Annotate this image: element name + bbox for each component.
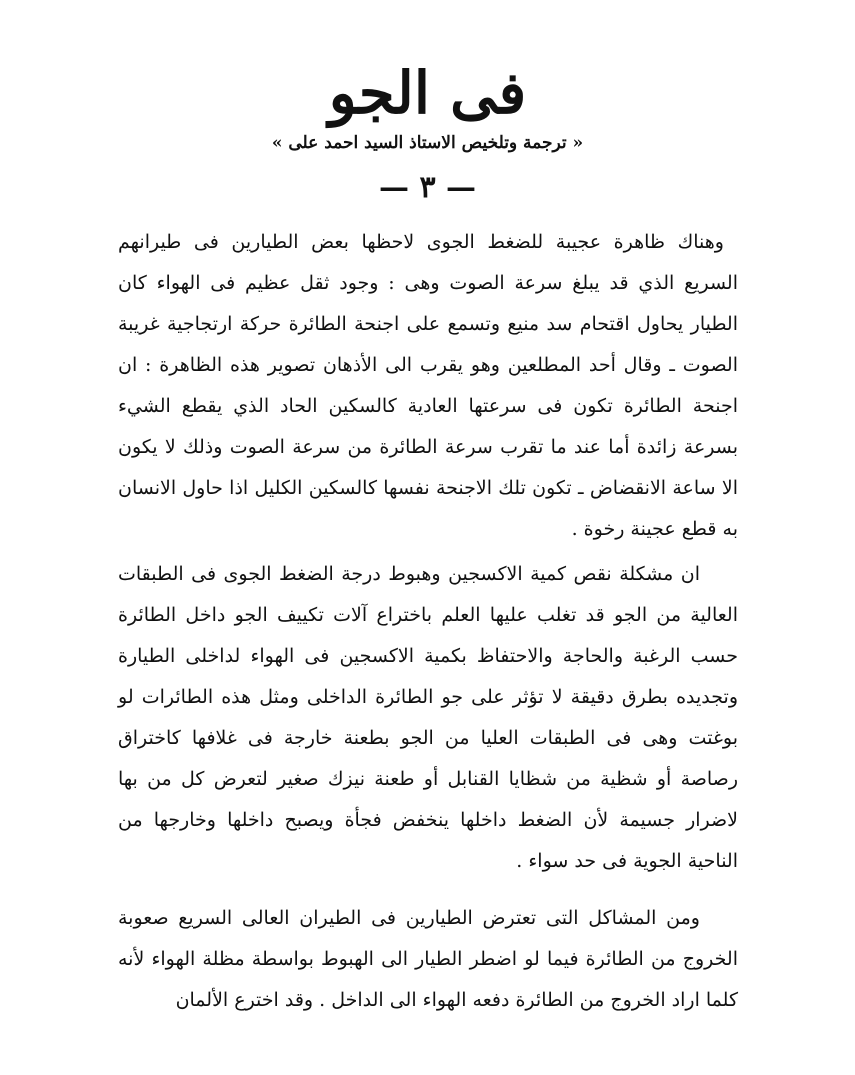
paragraph-oxygen-pressure: ان مشكلة نقص كمية الاكسجين وهبوط درجة الضغط الجوى فى الطبقات العالية من الجو قد تغلب عليها العلم باختراع آلات تكييف الجو داخل الطائرة حسب الرغبة والحاجة والاحتفاظ بكمية الاكسجين فى الهواء لداخلى الطيارة وتجديده بطرق دقيقة لا تؤثر على جو الطائرة الداخلى ومثل هذه الطائرات لو بوغتت وهى فى الطبقات العليا من الجو بطعنة خارجة فى غلافها كاختراق رصاصة أو شظية من شظايا القنابل أو طعنة نيزك صغير لتعرض كل من بها لاضرار جسيمة لأن الضغط داخلها ينخفض فجأة ويصبح داخلها وخارجها من الناحية الجوية فى حد سواء . <box>118 563 738 872</box>
paragraph-bailout: ومن المشاكل التى تعترض الطيارين فى الطيران العالى السريع صعوبة الخروج من الطائرة فيما لو اضطر الطيار الى الهبوط بواسطة مظلة الهواء لأنه كلما اراد الخروج من الطائرة دفعه الهواء الى الداخل . وقد اخترع الألمان <box>118 907 738 1011</box>
part-number: — ٣ — <box>378 170 477 205</box>
translator-credit: « ترجمة وتلخيص الاستاذ السيد احمد على » <box>271 133 584 153</box>
article-title: فى الجو <box>328 59 527 127</box>
article-body <box>118 222 738 1021</box>
paragraph-sound-barrier: وهناك ظاهرة عجيبة للضغط الجوى لاحظها بعض الطيارين فى طيرانهم السريع الذي قد يبلغ سرعة الصوت وهى : وجود ثقل عظيم فى الهواء كان الطيار يحاول اقتحام سد منيع وتسمع على اجنحة الطائرة حركة ارتجاجية غريبة الصوت ـ وقال أحد المطلعين وهو يقرب الى الأذهان تصوير هذه الظاهرة : ان اجنحة الطائرة تكون فى سرعتها العادية كالسكين الحاد الذي يقطع الشيء بسرعة زائدة أما عند ما تقرب سرعة الطائرة من سرعة الصوت وذلك لا يكون الا ساعة الانقضاض ـ تكون تلك الاجنحة نفسها كالسكين الكليل اذا حاول الانسان به قطع عجينة رخوة . <box>118 231 738 540</box>
